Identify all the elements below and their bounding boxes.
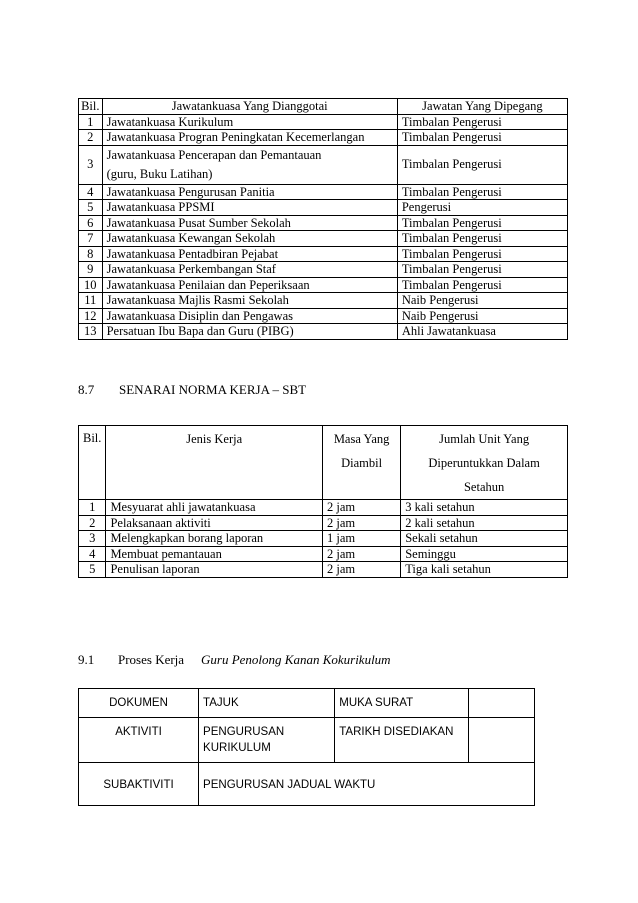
position-held: Timbalan Pengerusi — [397, 246, 567, 262]
position-held: Timbalan Pengerusi — [397, 130, 567, 146]
table-row — [79, 184, 568, 200]
table-row — [79, 763, 535, 806]
position-held: Timbalan Pengerusi — [397, 262, 567, 278]
header-bil: Bil. — [79, 99, 103, 115]
committee-name-multiline — [102, 145, 397, 184]
position-held: Timbalan Pengerusi — [397, 145, 567, 184]
position-held: Timbalan Pengerusi — [397, 231, 567, 247]
header-unit-line3: Setahun — [463, 480, 505, 494]
job-type: Penulisan laporan — [106, 562, 323, 578]
row-number: 4 — [79, 546, 106, 562]
label-aktiviti: AKTIVITI — [79, 718, 199, 763]
row-number: 2 — [79, 130, 103, 146]
work-norm-table — [78, 425, 568, 578]
table-row — [79, 262, 568, 278]
aktiviti-value-line1: PENGURUSAN — [203, 726, 285, 738]
row-number: 12 — [79, 308, 103, 324]
committee-name: Jawatankuasa Pentadbiran Pejabat — [102, 246, 397, 262]
row-number: 3 — [79, 531, 106, 547]
committee-table-header — [79, 99, 568, 115]
position-held: Timbalan Pengerusi — [397, 184, 567, 200]
unit-allocated: Sekali setahun — [401, 531, 568, 547]
committee-name: Jawatankuasa Disiplin dan Pengawas — [102, 308, 397, 324]
committee-name: Jawatankuasa Progran Peningkatan Kecemerlangan — [102, 130, 397, 146]
row-number: 7 — [79, 231, 103, 247]
table-row — [79, 718, 535, 763]
header-committee: Jawatankuasa Yang Dianggotai — [102, 99, 397, 115]
header-unit-line1: Jumlah Unit Yang — [439, 432, 530, 446]
subaktiviti-value: PENGURUSAN JADUAL WAKTU — [199, 763, 535, 806]
process-table — [78, 688, 535, 806]
row-number: 10 — [79, 277, 103, 293]
table-row — [79, 215, 568, 231]
table-row — [79, 200, 568, 216]
section-title: Guru Penolong Kanan Kokurikulum — [201, 652, 391, 667]
committee-name-note: (guru, Buku Latihan) — [106, 166, 213, 181]
row-number: 5 — [79, 562, 106, 578]
table-row — [79, 562, 568, 578]
committee-name: Jawatankuasa Kurikulum — [102, 114, 397, 130]
table-row — [79, 500, 568, 516]
job-type: Membuat pemantauan — [106, 546, 323, 562]
header-time-line2: Diambil — [341, 456, 383, 470]
label-dokumen: DOKUMEN — [79, 689, 199, 718]
table-row — [79, 689, 535, 718]
empty-cell — [469, 718, 535, 763]
row-number: 2 — [79, 515, 106, 531]
position-held: Pengerusi — [397, 200, 567, 216]
section-heading-9-1 — [78, 652, 391, 668]
committee-name: Jawatankuasa Pengurusan Panitia — [102, 184, 397, 200]
row-number: 1 — [79, 500, 106, 516]
job-type: Mesyuarat ahli jawatankuasa — [106, 500, 323, 516]
section-title: SENARAI NORMA KERJA – SBT — [119, 382, 307, 397]
position-held: Timbalan Pengerusi — [397, 215, 567, 231]
table-row — [79, 145, 568, 184]
row-number: 9 — [79, 262, 103, 278]
time-taken: 2 jam — [322, 546, 400, 562]
header-time-line1: Masa Yang — [333, 432, 390, 446]
header-job-type: Jenis Kerja — [106, 426, 323, 500]
unit-allocated: Tiga kali setahun — [401, 562, 568, 578]
unit-allocated: Seminggu — [401, 546, 568, 562]
job-type: Melengkapkan borang laporan — [106, 531, 323, 547]
position-held: Timbalan Pengerusi — [397, 114, 567, 130]
committee-name: Jawatankuasa Perkembangan Staf — [102, 262, 397, 278]
table-row — [79, 546, 568, 562]
row-number: 11 — [79, 293, 103, 309]
position-held: Naib Pengerusi — [397, 308, 567, 324]
empty-cell — [469, 689, 535, 718]
row-number: 4 — [79, 184, 103, 200]
position-held: Timbalan Pengerusi — [397, 277, 567, 293]
unit-allocated: 2 kali setahun — [401, 515, 568, 531]
committee-name: Persatuan Ibu Bapa dan Guru (PIBG) — [102, 324, 397, 340]
table-row — [79, 324, 568, 340]
table-row — [79, 114, 568, 130]
time-taken: 2 jam — [322, 500, 400, 516]
table-row — [79, 277, 568, 293]
unit-allocated: 3 kali setahun — [401, 500, 568, 516]
work-norm-table-header — [79, 426, 568, 500]
label-tarikh-disediakan: TARIKH DISEDIAKAN — [335, 718, 469, 763]
section-number: 9.1 — [78, 652, 95, 667]
row-number: 1 — [79, 114, 103, 130]
row-number: 6 — [79, 215, 103, 231]
row-number: 3 — [79, 145, 103, 184]
position-held: Naib Pengerusi — [397, 293, 567, 309]
section-number: 8.7 — [78, 382, 95, 397]
table-row — [79, 246, 568, 262]
section-label: Proses Kerja — [118, 652, 185, 667]
job-type: Pelaksanaan aktiviti — [106, 515, 323, 531]
table-row — [79, 308, 568, 324]
header-time-taken — [322, 426, 400, 500]
header-unit-line2: Diperuntukkan Dalam — [428, 456, 540, 470]
label-muka-surat: MUKA SURAT — [335, 689, 469, 718]
position-held: Ahli Jawatankuasa — [397, 324, 567, 340]
aktiviti-value-line2: KURIKULUM — [203, 742, 271, 754]
row-number: 8 — [79, 246, 103, 262]
label-tajuk: TAJUK — [199, 689, 335, 718]
committee-table — [78, 98, 568, 340]
row-number: 5 — [79, 200, 103, 216]
table-row — [79, 531, 568, 547]
committee-name: Jawatankuasa Majlis Rasmi Sekolah — [102, 293, 397, 309]
table-row — [79, 231, 568, 247]
committee-name: Jawatankuasa Penilaian dan Peperiksaan — [102, 277, 397, 293]
time-taken: 2 jam — [322, 562, 400, 578]
table-row — [79, 130, 568, 146]
committee-name: Jawatankuasa PPSMI — [102, 200, 397, 216]
time-taken: 1 jam — [322, 531, 400, 547]
committee-name: Jawatankuasa Kewangan Sekolah — [102, 231, 397, 247]
time-taken: 2 jam — [322, 515, 400, 531]
section-heading-8-7 — [78, 382, 306, 398]
label-subaktiviti: SUBAKTIVITI — [79, 763, 199, 806]
committee-name: Jawatankuasa Pencerapan dan Pemantauan — [106, 147, 322, 162]
header-unit-allocated — [401, 426, 568, 500]
header-position: Jawatan Yang Dipegang — [397, 99, 567, 115]
header-bil: Bil. — [79, 426, 106, 500]
committee-name: Jawatankuasa Pusat Sumber Sekolah — [102, 215, 397, 231]
table-row — [79, 293, 568, 309]
aktiviti-value — [199, 718, 335, 763]
table-row — [79, 515, 568, 531]
row-number: 13 — [79, 324, 103, 340]
